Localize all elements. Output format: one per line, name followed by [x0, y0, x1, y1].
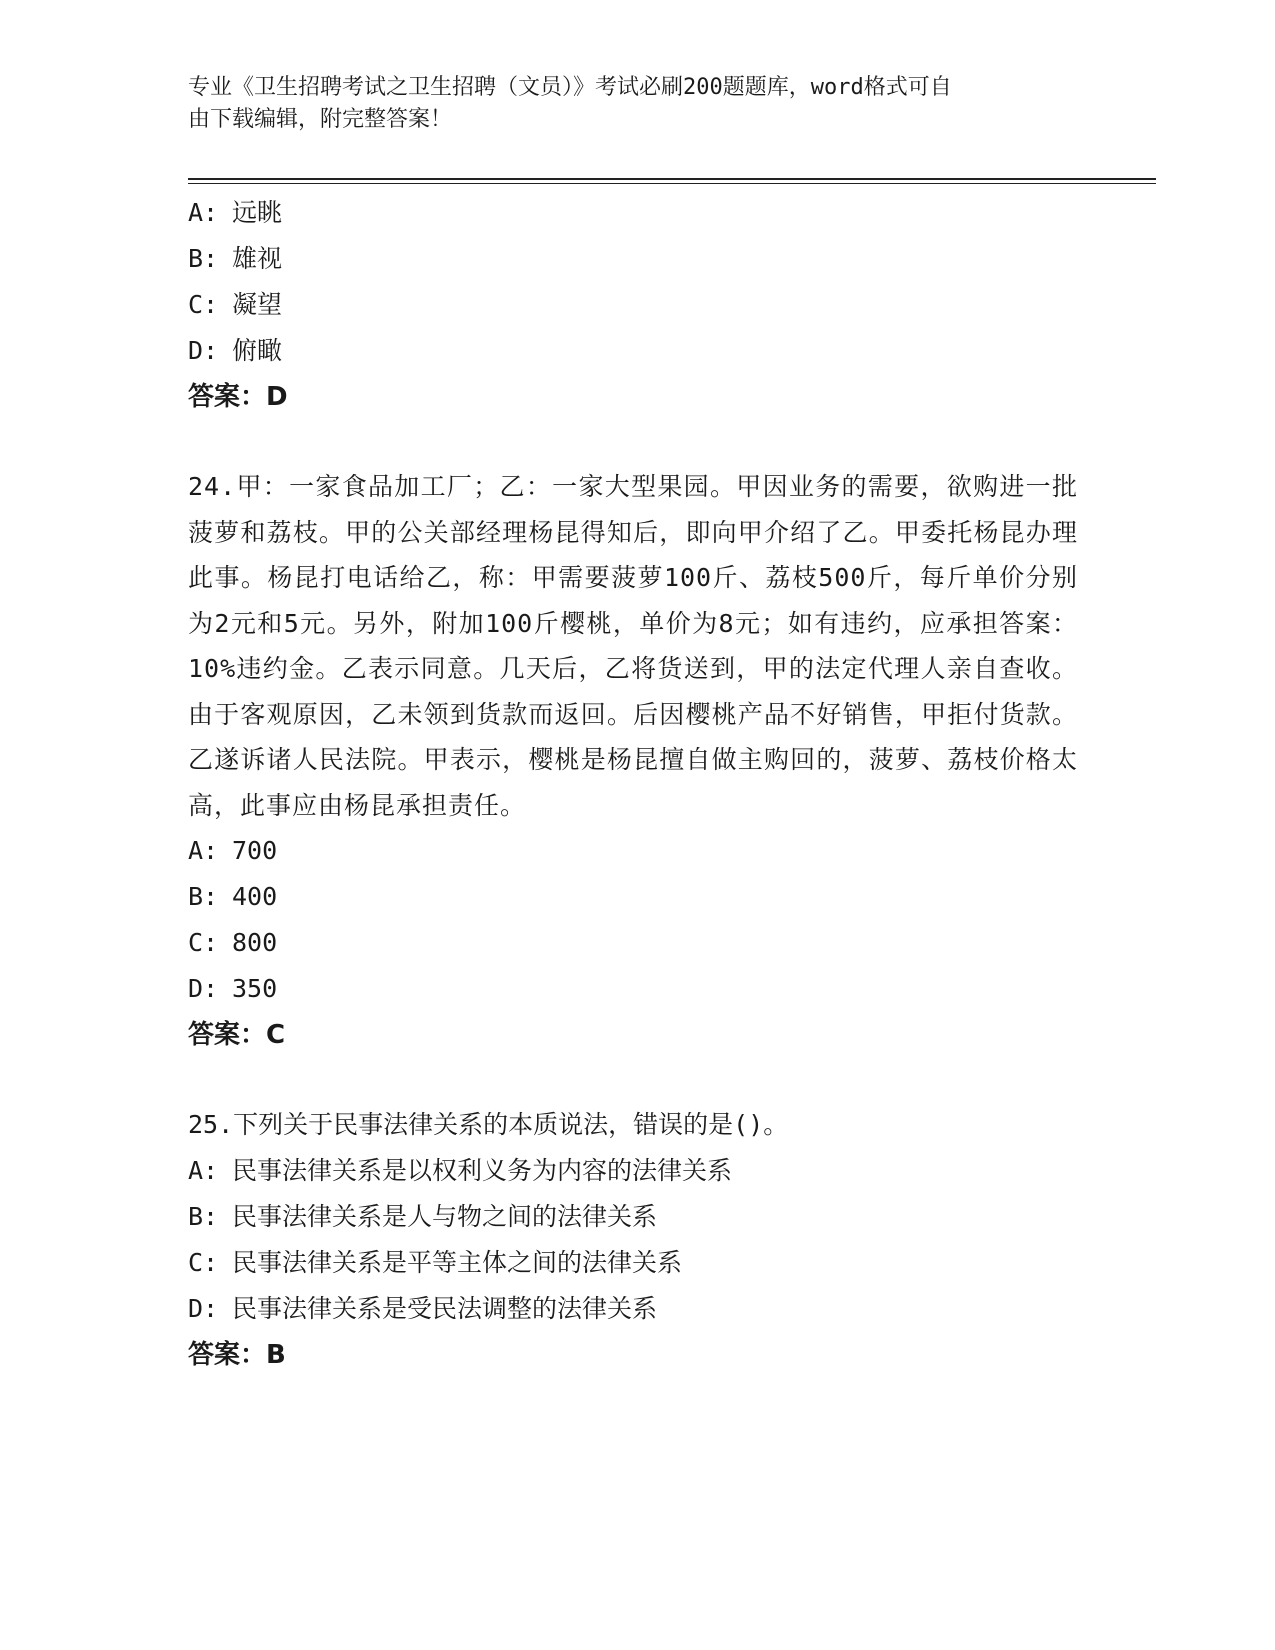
option-b — [188, 236, 1088, 282]
option-text: 400 — [232, 882, 278, 911]
option-text: 雄视 — [232, 244, 283, 273]
option-text: 民事法律关系是受民法调整的法律关系 — [232, 1294, 658, 1323]
option-text: 民事法律关系是人与物之间的法律关系 — [232, 1202, 658, 1231]
option-text: 350 — [232, 974, 278, 1003]
question-list — [188, 190, 1088, 1378]
option-text: 民事法律关系是平等主体之间的法律关系 — [232, 1248, 683, 1277]
option-key: C: — [188, 290, 219, 319]
option-b — [188, 874, 1088, 920]
option-key: D: — [188, 974, 219, 1003]
option-c — [188, 920, 1088, 966]
header-line-1: 专业《卫生招聘考试之卫生招聘（文员）》考试必刷200题题库，word格式可自 — [188, 75, 952, 100]
option-c — [188, 282, 1088, 328]
answer: 答案：B — [188, 1340, 286, 1370]
option-d — [188, 1286, 1088, 1332]
option-text: 民事法律关系是以权利义务为内容的法律关系 — [232, 1156, 733, 1185]
option-key: B: — [188, 882, 219, 911]
question-23 — [188, 190, 1088, 420]
option-d — [188, 328, 1088, 374]
option-text: 凝望 — [232, 290, 283, 319]
option-c — [188, 1240, 1088, 1286]
option-text: 700 — [232, 836, 278, 865]
option-key: D: — [188, 1294, 219, 1323]
header-line-2: 由下载编辑，附完整答案！ — [188, 107, 453, 132]
answer: 答案：D — [188, 382, 288, 412]
option-d — [188, 966, 1088, 1012]
option-key: C: — [188, 928, 219, 957]
header-divider-thick — [188, 178, 1156, 180]
option-text: 远眺 — [232, 198, 283, 227]
option-key: D: — [188, 336, 219, 365]
option-key: A: — [188, 836, 219, 865]
option-a — [188, 1148, 1088, 1194]
answer: 答案：C — [188, 1020, 286, 1050]
option-a — [188, 190, 1088, 236]
option-key: B: — [188, 244, 219, 273]
option-a — [188, 828, 1088, 874]
question-25 — [188, 1102, 1088, 1378]
option-b — [188, 1194, 1088, 1240]
option-key: A: — [188, 1156, 219, 1185]
option-text: 俯瞰 — [232, 336, 283, 365]
option-key: C: — [188, 1248, 219, 1277]
option-text: 800 — [232, 928, 278, 957]
question-stem: 24.甲：一家食品加工厂；乙：一家大型果园。甲因业务的需要，欲购进一批菠萝和荔枝。甲的公关部经理杨昆得知后，即向甲介绍了乙。甲委托杨昆办理此事。杨昆打电话给乙，称：甲需要菠萝100斤、荔枝500斤，每斤单价分别为2元和5元。另外，附加100斤樱桃，单价为8元；如有违约，应承担答案：10%违约金。乙表示同意。几天后，乙将货送到，甲的法定代理人亲自查收。由于客观原因，乙未领到货款而返回。后因樱桃产品不好销售，甲拒付货款。乙遂诉诸人民法院。甲表示，樱桃是杨昆擅自做主购回的，菠萝、荔枝价格太高，此事应由杨昆承担责任。 — [188, 472, 1078, 820]
question-24 — [188, 464, 1088, 1058]
option-key: B: — [188, 1202, 219, 1231]
header-divider-thin — [188, 183, 1156, 184]
question-stem: 25.下列关于民事法律关系的本质说法，错误的是()。 — [188, 1110, 789, 1139]
option-key: A: — [188, 198, 219, 227]
document-header — [188, 72, 1068, 136]
